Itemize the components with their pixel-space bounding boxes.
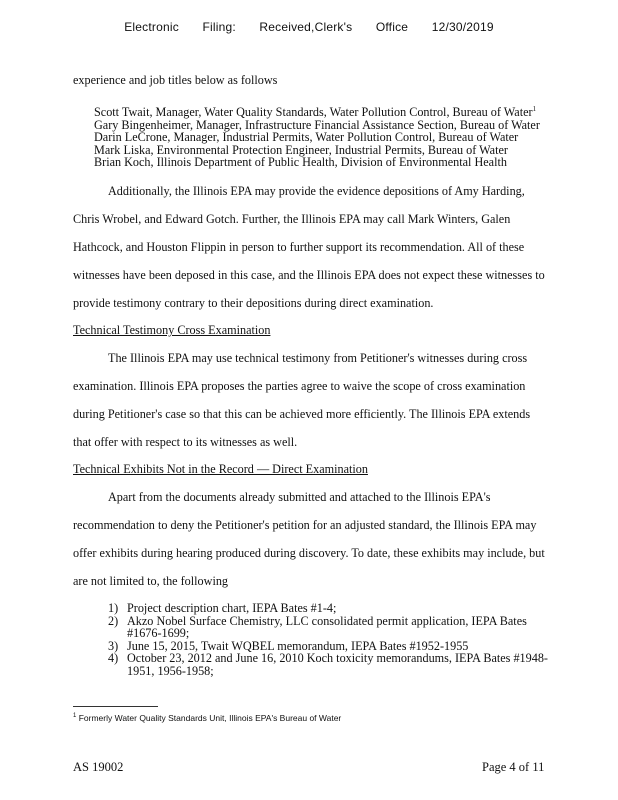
staff-item: Gary Bingenheimer, Manager, Infrastructure Financial Assistance Section, Bureau of Water [94, 117, 540, 132]
para2-line: that offer with respect to its witnesses as well. [73, 435, 298, 449]
exhibit-text: October 23, 2012 and June 16, 2010 Koch toxicity memorandums, IEPA Bates #1948- [127, 651, 548, 665]
staff-item: Darin LeCrone, Manager, Industrial Permits, Water Pollution Control, Bureau of Water [94, 130, 519, 145]
exhibit-number: 1) [108, 601, 119, 615]
header-office: Office [375, 20, 409, 34]
staff-list [94, 103, 540, 169]
exhibit-item [108, 652, 548, 677]
para2-line: examination. Illinois EPA proposes the parties agree to waive the scope of cross examination [73, 379, 526, 393]
exhibit-list [108, 602, 548, 677]
para1-line: Chris Wrobel, and Edward Gotch. Further, the Illinois EPA may call Mark Winters, Galen [73, 212, 511, 226]
case-number: AS 19002 [73, 760, 124, 774]
staff-text: Scott Twait, Manager, Water Quality Standards, Water Pollution Control, Bureau of Water [94, 105, 533, 120]
para1-line: provide testimony contrary to their depositions during direct examination. [73, 296, 434, 310]
staff-item: Brian Koch, Illinois Department of Public Health, Division of Environmental Health [94, 155, 507, 170]
heading-technical-testimony: Technical Testimony Cross Examination [73, 323, 271, 337]
exhibit-item [108, 615, 548, 640]
para1-line: witnesses have been deposed in this case, and the Illinois EPA does not expect these witnesses to [73, 268, 545, 282]
exhibit-text: Akzo Nobel Surface Chemistry, LLC consolidated permit application, IEPA Bates [127, 613, 527, 628]
footnote-mark: 1 [73, 713, 77, 720]
header-electronic: Electronic [124, 20, 179, 34]
filing-header [0, 20, 618, 34]
exhibit-item [108, 602, 548, 615]
exhibit-text: #1676-1699; [127, 626, 190, 640]
intro-line: experience and job titles below as follows [73, 73, 278, 87]
footnote-divider [73, 706, 158, 707]
footnote [73, 713, 341, 723]
para3-line: recommendation to deny the Petitioner's petition for an adjusted standard, the Illinois EPA may [73, 518, 537, 532]
exhibit-number: 4) [108, 651, 119, 665]
para1-line: Hathcock, and Houston Flippin in person to further support its recommendation. All of these [73, 240, 525, 254]
header-date: 12/30/2019 [431, 20, 494, 34]
para3-line: are not limited to, the following [73, 574, 229, 588]
para2-line: The Illinois EPA may use technical testimony from Petitioner's witnesses during cross [108, 351, 528, 365]
para1-line: Additionally, the Illinois EPA may provide the evidence depositions of Amy Harding, [108, 184, 525, 198]
para3-line: offer exhibits during hearing produced during discovery. To date, these exhibits may include, but [73, 546, 545, 560]
exhibit-text: June 15, 2015, Twait WQBEL memorandum, IEPA Bates #1952-1955 [127, 638, 469, 653]
para2-line: during Petitioner's case so that this can be achieved more efficiently. The Illinois EPA extends [73, 407, 531, 421]
exhibit-text: 1951, 1956-1958; [127, 663, 214, 678]
exhibit-number: 2) [108, 613, 119, 628]
exhibit-text: Project description chart, IEPA Bates #1-4; [127, 601, 337, 615]
header-received: Received,Clerk's [259, 20, 353, 34]
heading-technical-exhibits: Technical Exhibits Not in the Record — Direct Examination [73, 462, 368, 476]
footnote-ref: 1 [532, 105, 537, 113]
exhibit-number: 3) [108, 638, 119, 653]
staff-item: Mark Liska, Environmental Protection Engineer, Industrial Permits, Bureau of Water [94, 142, 508, 157]
para3-line: Apart from the documents already submitted and attached to the Illinois EPA's [108, 490, 491, 504]
page-number: Page 4 of 11 [482, 760, 545, 774]
footnote-text: Formerly Water Quality Standards Unit, Illinois EPA's Bureau of Water [78, 713, 342, 723]
header-filing: Filing: [202, 20, 236, 34]
staff-item [94, 103, 540, 119]
